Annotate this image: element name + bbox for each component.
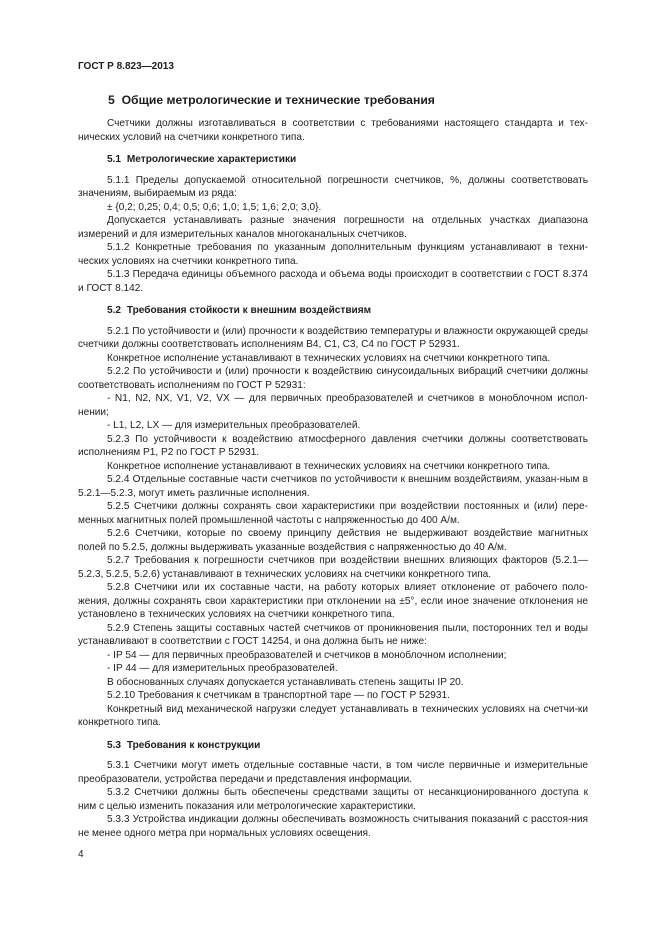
subsection-number: 5.1: [107, 154, 122, 165]
section-number: 5: [108, 93, 115, 107]
section-heading: [108, 93, 435, 107]
paragraph-5-2-5: 5.2.5 Счетчики должны сохранять свои характеристики при воздействии постоянных и (или) пере-менных магнитных полей промышленной частоты с напряженностью до 400 А/м.: [78, 501, 588, 526]
paragraph: Конкретный вид механической нагрузки следует устанавливать в технических условиях на счетчи-ки конкретного типа.: [78, 703, 588, 728]
paragraph-5-3-3: 5.3.3 Устройства индикации должны обеспечивать возможность считывания показаний с расстоя-ния не менее одного метра при нормальных условиях освещения.: [78, 814, 588, 839]
subsection-heading-5-1: [78, 153, 588, 167]
document-body: [78, 117, 588, 840]
subsection-title: Требования стойкости к внешним воздействиям: [126, 305, 372, 316]
list-item: - IP 54 — для первичных преобразователей и счетчиков в моноблочном исполнении;: [107, 649, 507, 661]
paragraph-5-3-1: 5.3.1 Счетчики могут иметь отдельные составные части, в том числе первичные и измерительные преобразователи, устройства передачи и представления информации.: [78, 760, 588, 785]
document-header: ГОСТ Р 8.823—2013: [78, 61, 174, 72]
paragraph: Конкретное исполнение устанавливают в технических условиях на счетчики конкретного типа.: [107, 460, 551, 472]
subsection-title: Метрологические характеристики: [126, 154, 297, 165]
paragraph-5-1-2: 5.1.2 Конкретные требования по указанным дополнительным функциям устанавливают в техни-ческих условиях на счетчики конкретного типа.: [78, 242, 588, 267]
intro-paragraph: Счетчики должны изготавливаться в соответствии с требованиями настоящего стандарта и тех-нических условий на счетчики конкретного типа.: [78, 118, 588, 143]
error-series: ± {0,2; 0,25; 0,4; 0,5; 0,6; 1,0; 1,5; 1,6; 2,0; 3,0}.: [107, 201, 322, 213]
subsection-number: 5.3: [107, 739, 122, 751]
page-number: 4: [78, 849, 84, 860]
subsection-number: 5.2: [107, 305, 122, 316]
paragraph: В обоснованных случаях допускается устанавливать степень защиты IP 20.: [107, 676, 464, 688]
paragraph-5-2-4: 5.2.4 Отдельные составные части счетчиков по устойчивости к внешним воздействиям, указан-ным в 5.2.1—5.2.3, могут иметь различные исполнения.: [78, 474, 588, 499]
paragraph-5-1-3: 5.1.3 Передача единицы объемного расхода и объема воды происходит в соответствии с ГОСТ 8.374 и ГОСТ 8.142.: [78, 269, 588, 294]
paragraph-5-1-1: 5.1.1 Пределы допускаемой относительной погрешности счетчиков, %, должны соответствовать значениям, выбираемым из ряда:: [78, 174, 588, 199]
paragraph-5-2-1: 5.2.1 По устойчивости и (или) прочности к воздействию температуры и влажности окружающей среды счетчики должны соответствовать исполнениям В4, С1, С3, С4 по ГОСТ Р 52931.: [78, 325, 588, 350]
paragraph-5-2-8: 5.2.8 Счетчики или их составные части, на работу которых влияет отклонение от рабочего поло-жения, должны сохранять свои характеристики при отклонении на ±5°, если иное значение отклонения не установлено в технических условиях на счетчики конкретного типа.: [78, 582, 588, 620]
paragraph-5-3-2: 5.3.2 Счетчики должны быть обеспечены средствами защиты от несанкционированного доступа к ним с целью изменить показания или метрологические характеристики.: [78, 787, 588, 812]
paragraph: Допускается устанавливать разные значения погрешности на отдельных участках диапазона измерений и для измерительных каналов многоканальных счетчиков.: [78, 215, 588, 240]
paragraph-5-2-7: 5.2.7 Требования к погрешности счетчиков при воздействии внешних влияющих факторов (5.2.1—5.2.3, 5.2.5, 5.2.6) устанавливают в технических условиях на счетчики конкретного типа.: [78, 555, 588, 580]
paragraph-5-2-9: 5.2.9 Степень защиты составных частей счетчиков от проникновения пыли, посторонних тел и воды устанавливают в соответствии с ГОСТ 14254, и она должна быть не ниже:: [78, 622, 588, 647]
paragraph-5-2-3: 5.2.3 По устойчивости к воздействию атмосферного давления счетчики должны соответствовать исполнениям Р1, Р2 по ГОСТ Р 52931.: [78, 433, 588, 458]
subsection-heading-5-2: [78, 304, 588, 318]
paragraph: Конкретное исполнение устанавливают в технических условиях на счетчики конкретного типа.: [107, 352, 551, 364]
paragraph-5-2-10: 5.2.10 Требования к счетчикам в транспортной таре — по ГОСТ Р 52931.: [107, 690, 450, 701]
list-item: - L1, L2, LX — для измерительных преобразователей.: [107, 420, 361, 431]
list-item: - N1, N2, NX, V1, V2, VX — для первичных преобразователей и счетчиков в моноблочном испол-нении;: [78, 393, 588, 418]
subsection-heading-5-3: [78, 739, 588, 753]
subsection-title: Требования к конструкции: [126, 739, 261, 751]
section-title: Общие метрологические и технические требования: [121, 93, 435, 107]
list-item: - IP 44 — для измерительных преобразователей.: [107, 663, 338, 674]
paragraph-5-2-6: 5.2.6 Счетчики, которые по своему принципу действия не выдерживают воздействие магнитных полей по 5.2.5, должны выдерживать указанные воздействия с напряженностью до 40 А/м.: [78, 528, 588, 553]
paragraph-5-2-2: 5.2.2 По устойчивости и (или) прочности к воздействию синусоидальных вибраций счетчики должны соответствовать исполнениям по ГОСТ Р 52931:: [78, 366, 588, 391]
